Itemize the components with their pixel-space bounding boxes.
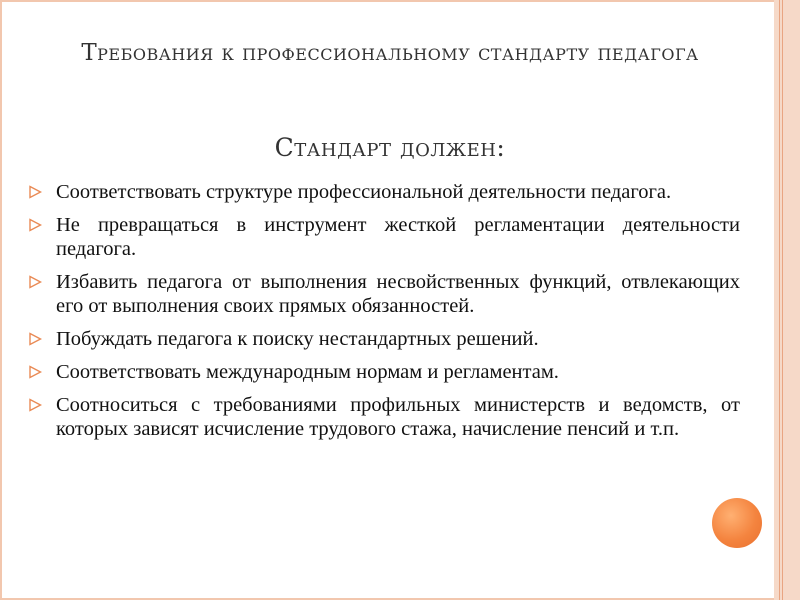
- frame-left-border: [0, 0, 2, 600]
- slide-title: Требования к профессиональному стандарту педагога: [81, 40, 699, 66]
- hollow-triangle-icon: [28, 398, 42, 412]
- bullet-list: [28, 180, 740, 450]
- list-item: [28, 327, 740, 351]
- orange-circle-decoration: [712, 498, 762, 548]
- frame-line: [779, 0, 781, 600]
- list-item-text: Избавить педагога от выполнения несвойственных функций, отвлекающих его от выполнения своих прямых обязанностей.: [56, 271, 740, 317]
- decorative-frame-right: [774, 0, 800, 600]
- list-item: [28, 360, 740, 384]
- list-item-text: Соответствовать структуре профессиональной деятельности педагога.: [56, 181, 672, 203]
- hollow-triangle-icon: [28, 275, 42, 289]
- hollow-triangle-icon: [28, 185, 42, 199]
- hollow-triangle-icon: [28, 218, 42, 232]
- list-item: [28, 213, 740, 261]
- list-item: [28, 393, 740, 441]
- frame-line: [782, 0, 784, 600]
- hollow-triangle-icon: [28, 332, 42, 346]
- list-item-text: Соотноситься с требованиями профильных министерств и ведомств, от которых зависят исчисление трудового стажа, начисление пенсий и т.п.: [56, 394, 740, 440]
- list-item-text: Побуждать педагога к поиску нестандартных решений.: [56, 328, 539, 350]
- frame-top-border: [0, 0, 800, 2]
- list-item: [28, 270, 740, 318]
- list-item-text: Не превращаться в инструмент жесткой регламентации деятельности педагога.: [56, 214, 740, 260]
- list-item: [28, 180, 740, 204]
- slide-subtitle: Стандарт должен:: [274, 133, 506, 162]
- hollow-triangle-icon: [28, 365, 42, 379]
- list-item-text: Соответствовать международным нормам и регламентам.: [56, 361, 559, 383]
